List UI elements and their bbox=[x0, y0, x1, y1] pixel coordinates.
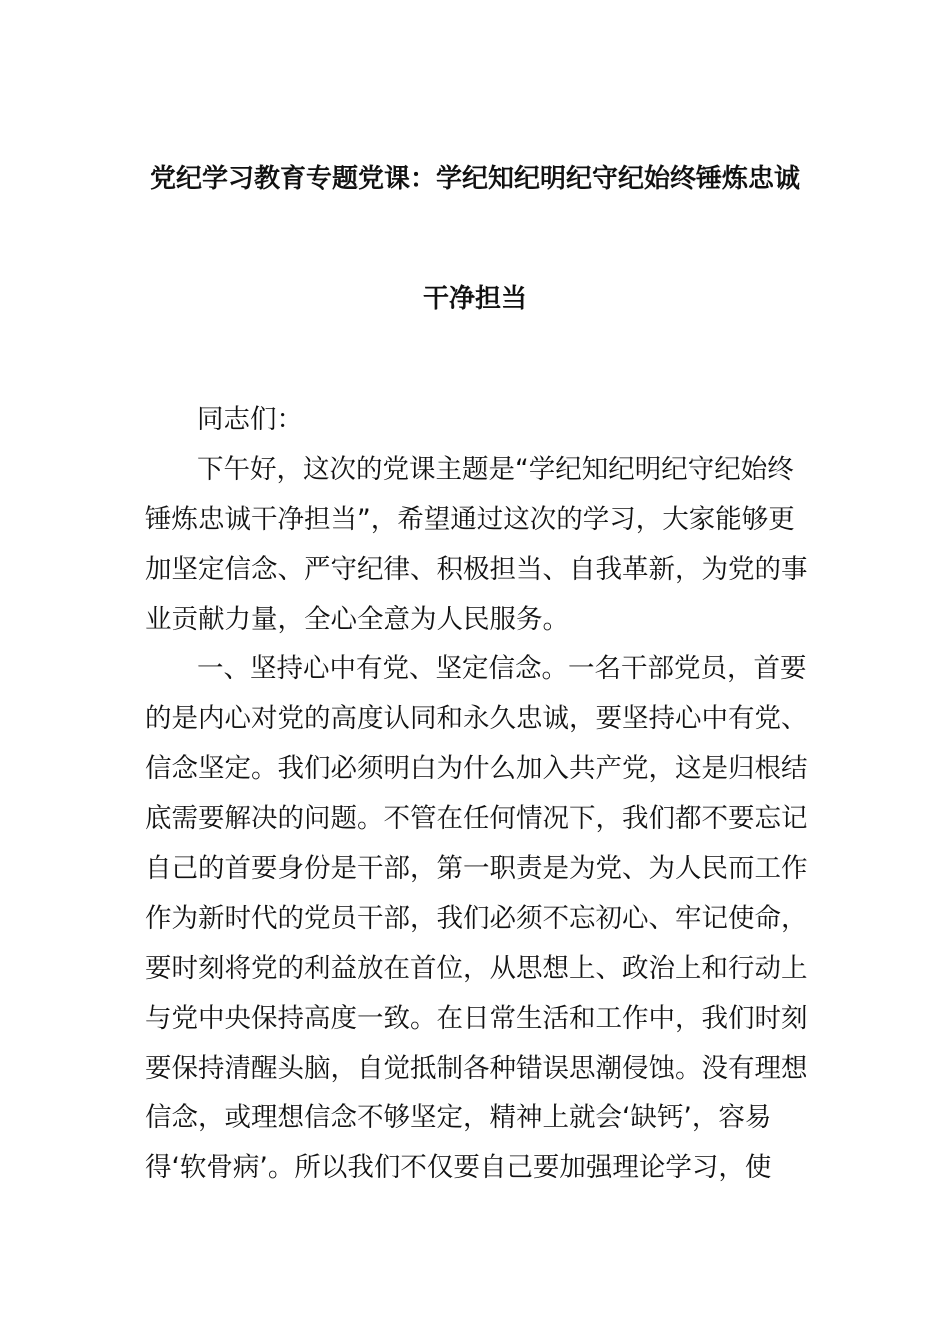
paragraph-line: 信念，或理想信念不够坚定，精神上就会‘缺钙’，容易 bbox=[145, 1102, 772, 1134]
paragraph-line: 的是内心对党的高度认同和永久忠诚，要坚持心中有党、 bbox=[145, 703, 808, 735]
paragraph-line: 一、坚持心中有党、坚定信念。一名干部党员，首要 bbox=[197, 653, 807, 685]
paragraph-line: 底需要解决的问题。不管在任何情况下，我们都不要忘记 bbox=[145, 803, 808, 835]
paragraph-line: 作为新时代的党员干部，我们必须不忘初心、牢记使命， bbox=[145, 902, 808, 934]
paragraph-line: 与党中央保持高度一致。在日常生活和工作中，我们时刻 bbox=[145, 1002, 808, 1034]
salutation: 同志们： bbox=[197, 404, 303, 435]
paragraph-line: 得‘软骨病’。所以我们不仅要自己要加强理论学习，使 bbox=[145, 1152, 772, 1184]
paragraph-line: 自己的首要身份是干部，第一职责是为党、为人民而工作 bbox=[145, 853, 808, 885]
paragraph-line: 锤炼忠诚干净担当”，希望通过这次的学习，大家能够更 bbox=[145, 503, 795, 535]
paragraph-line: 要时刻将党的利益放在首位，从思想上、政治上和行动上 bbox=[145, 952, 808, 984]
paragraph-line: 要保持清醒头脑，自觉抵制各种错误思潮侵蚀。没有理想 bbox=[145, 1052, 808, 1084]
paragraph-line: 下午好，这次的党课主题是“学纪知纪明纪守纪始终 bbox=[197, 453, 794, 485]
title-line-1: 党纪学习教育专题党课：学纪知纪明纪守纪始终锤炼忠诚 bbox=[149, 164, 800, 194]
title-line-2: 干净担当 bbox=[422, 284, 527, 314]
paragraph-line: 信念坚定。我们必须明白为什么加入共产党，这是归根结 bbox=[145, 753, 808, 785]
paragraph-line: 加坚定信念、严守纪律、积极担当、自我革新，为党的事 bbox=[145, 553, 808, 585]
body-text bbox=[145, 402, 810, 1200]
paragraph-line: 业贡献力量，全心全意为人民服务。 bbox=[145, 603, 569, 635]
